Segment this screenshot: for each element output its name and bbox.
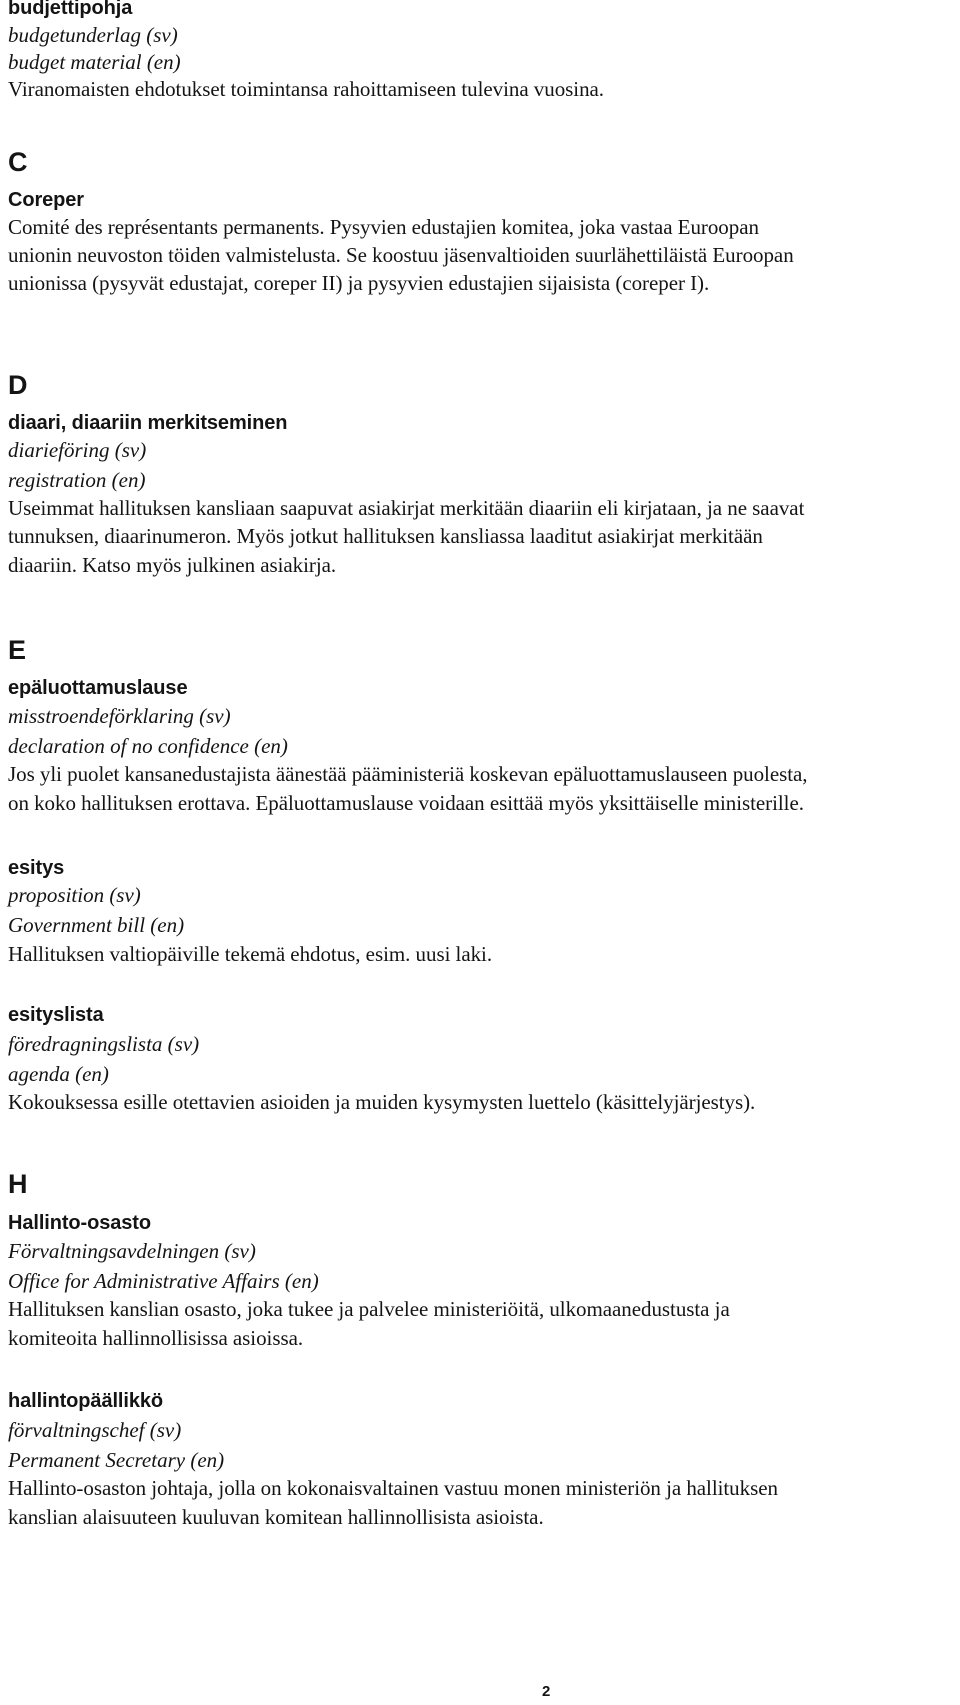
definition-line: unionissa (pysyvät edustajat, coreper II) ja pysyvien edustajien sijaisista (coreper I). <box>8 271 710 295</box>
definition-line: Useimmat hallituksen kansliaan saapuvat asiakirjat merkitään diaariin eli kirjataan, ja ne saavat <box>8 496 805 520</box>
definition-line: Hallituksen kanslian osasto, joka tukee ja palvelee ministeriöitä, ulkomaanedustusta ja <box>8 1297 730 1321</box>
section-letter-e: E <box>8 635 27 665</box>
term-coreper: Coreper <box>8 189 84 211</box>
definition-line: komiteoita hallinnollisissa asioissa. <box>8 1326 304 1350</box>
section-letter-h: H <box>8 1169 28 1199</box>
section-letter-d: D <box>8 370 28 400</box>
definition-line: Jos yli puolet kansanedustajista äänestää pääministeriä koskevan epäluottamuslauseen puolesta, <box>8 762 808 786</box>
definition-line: Viranomaisten ehdotukset toimintansa rahoittamiseen tulevina vuosina. <box>8 77 604 101</box>
swedish-translation: budgetunderlag (sv) <box>8 23 178 47</box>
term-hallinto-osasto: Hallinto-osasto <box>8 1212 151 1234</box>
definition-line: kanslian alaisuuteen kuuluvan komitean hallinnollisista asioista. <box>8 1505 544 1529</box>
term-esitys: esitys <box>8 857 65 879</box>
term-epaluottamuslause: epäluottamuslause <box>8 677 188 699</box>
english-translation: Office for Administrative Affairs (en) <box>8 1269 319 1293</box>
definition-line: Hallituksen valtiopäiville tekemä ehdotus, esim. uusi laki. <box>8 942 493 966</box>
term-esityslista: esityslista <box>8 1004 104 1026</box>
swedish-translation: föredragningslista (sv) <box>8 1032 200 1056</box>
english-translation: budget material (en) <box>8 50 181 74</box>
section-letter-c: C <box>8 147 28 177</box>
definition-line: diaariin. Katso myös julkinen asiakirja. <box>8 553 337 577</box>
swedish-translation: proposition (sv) <box>8 883 141 907</box>
term-budjettipohja: budjettipohja <box>8 0 133 19</box>
english-translation: declaration of no confidence (en) <box>8 734 288 758</box>
english-translation: registration (en) <box>8 468 146 492</box>
swedish-translation: misstroendeförklaring (sv) <box>8 704 231 728</box>
definition-line: Hallinto-osaston johtaja, jolla on kokonaisvaltainen vastuu monen ministeriön ja hallituksen <box>8 1476 778 1500</box>
english-translation: Government bill (en) <box>8 913 185 937</box>
swedish-translation: förvaltningschef (sv) <box>8 1418 182 1442</box>
definition-line: on koko hallituksen erottava. Epäluottamuslause voidaan esittää myös yksittäiselle ministerille. <box>8 791 804 815</box>
definition-line: tunnuksen, diaarinumeron. Myös jotkut hallituksen kansliassa laaditut asiakirjat merkitään <box>8 524 763 548</box>
english-translation: Permanent Secretary (en) <box>8 1448 225 1472</box>
term-diaari: diaari, diaariin merkitseminen <box>8 412 288 434</box>
definition-line: Kokouksessa esille otettavien asioiden ja muiden kysymysten luettelo (käsittelyjärjestys). <box>8 1090 756 1114</box>
page-number: 2 <box>542 1683 551 1700</box>
swedish-translation: diarieföring (sv) <box>8 438 147 462</box>
definition-line: Comité des représentants permanents. Pysyvien edustajien komitea, joka vastaa Euroopan <box>8 215 759 239</box>
definition-line: unionin neuvoston töiden valmistelusta. Se koostuu jäsenvaltioiden suurlähettiläistä Euroopan <box>8 243 794 267</box>
swedish-translation: Förvaltningsavdelningen (sv) <box>8 1239 256 1263</box>
english-translation: agenda (en) <box>8 1062 109 1086</box>
term-hallintopaallikko: hallintopäällikkö <box>8 1390 163 1412</box>
